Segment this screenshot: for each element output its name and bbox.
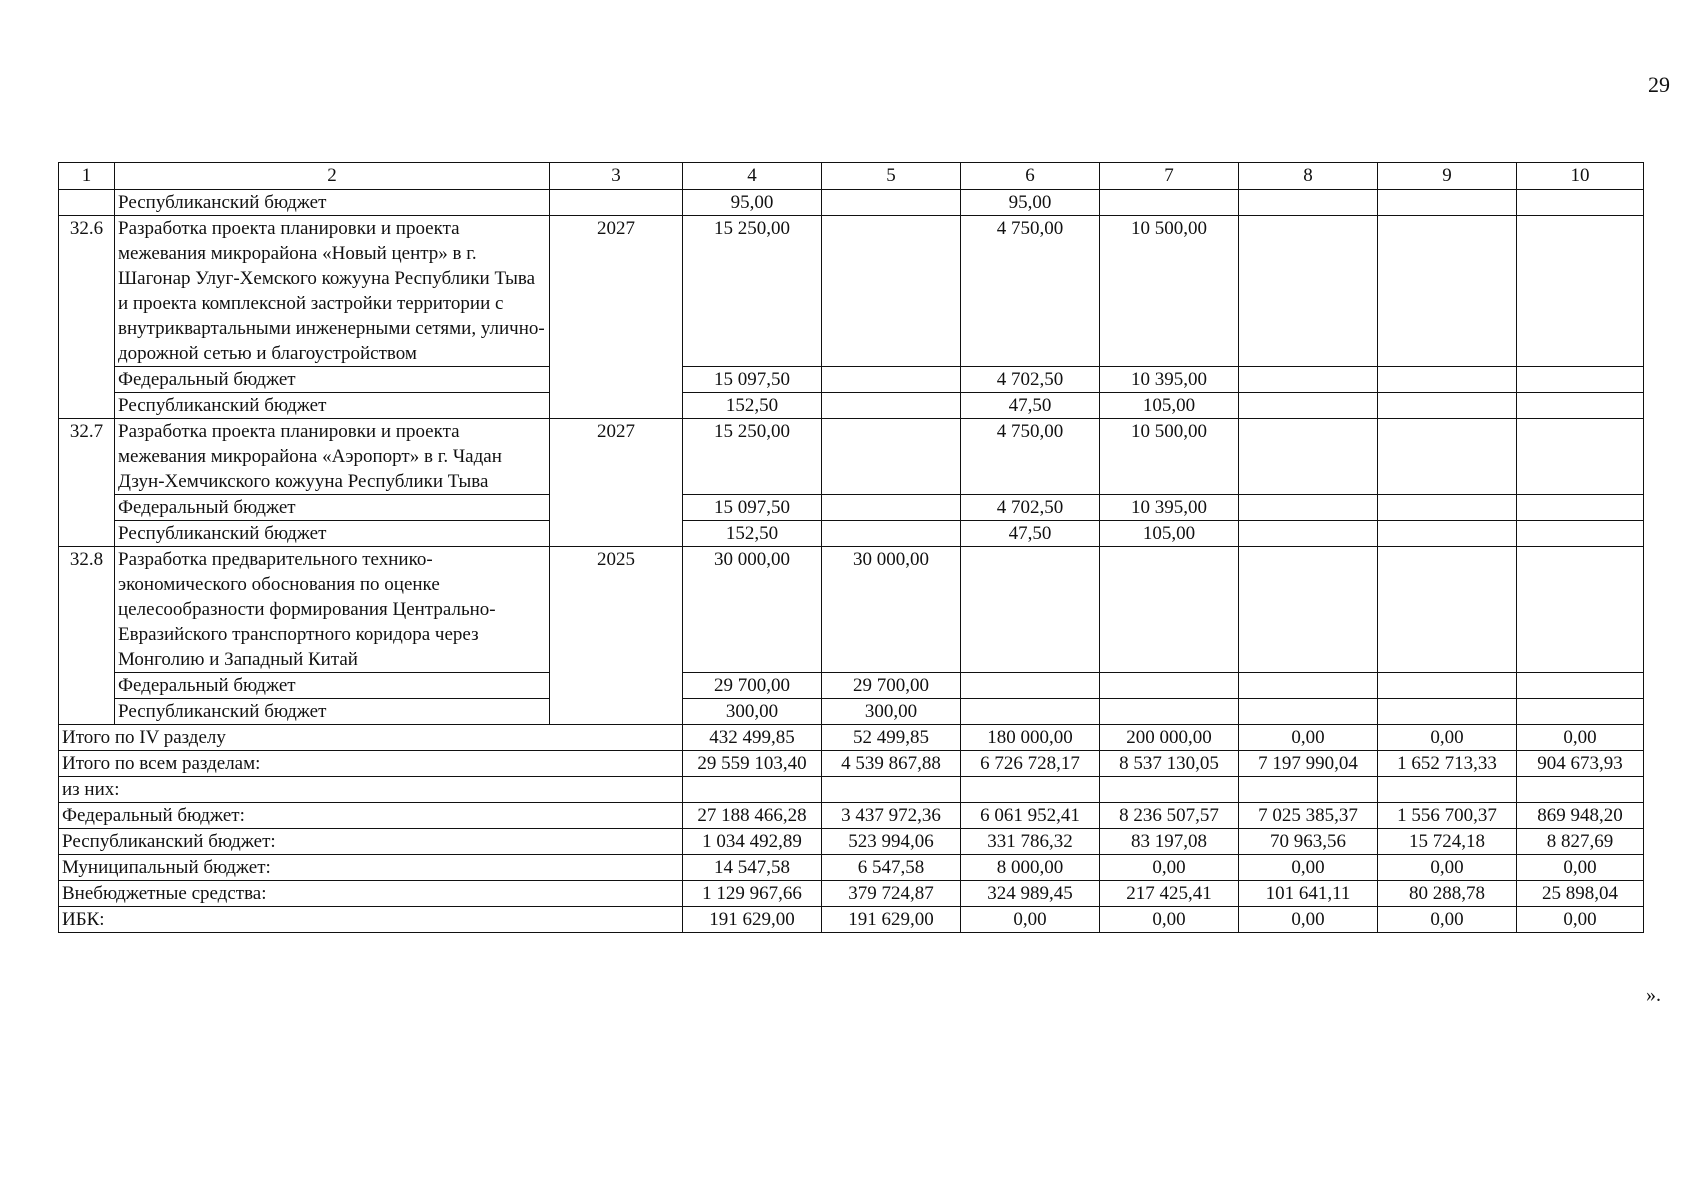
project-description: Разработка проекта планировки и проекта межевания микрорайона «Новый центр» в г. Шагонар Улуг-Хемского кожууна Республики Тыва и проекта комплексной застройки территории с внутриквартальными инженерными сетями, улично-дорожной сетью и благоустройством <box>115 216 550 367</box>
value-cell: 1 556 700,37 <box>1378 803 1517 829</box>
value-cell <box>1239 673 1378 699</box>
value-cell <box>1378 699 1517 725</box>
value-cell <box>1517 367 1644 393</box>
value-cell: 0,00 <box>1100 907 1239 933</box>
value-cell <box>1378 777 1517 803</box>
federal-budget-row <box>59 673 1644 699</box>
total-row <box>59 751 1644 777</box>
value-cell <box>1517 699 1644 725</box>
federal-budget-row <box>59 495 1644 521</box>
total-label: Итого по IV разделу <box>59 725 683 751</box>
value-cell: 15 250,00 <box>683 419 822 495</box>
value-cell: 180 000,00 <box>961 725 1100 751</box>
value-cell: 1 034 492,89 <box>683 829 822 855</box>
total-row <box>59 803 1644 829</box>
value-cell: 95,00 <box>683 190 822 216</box>
project-description: Разработка предварительного технико-экономического обоснования по оценке целесообразности формирования Центрально-Евразийского транспортного коридора через Монголию и Западный Китай <box>115 547 550 673</box>
value-cell: 10 500,00 <box>1100 216 1239 367</box>
total-row <box>59 907 1644 933</box>
value-cell: 331 786,32 <box>961 829 1100 855</box>
value-cell: 0,00 <box>1239 855 1378 881</box>
value-cell: 101 641,11 <box>1239 881 1378 907</box>
value-cell: 10 500,00 <box>1100 419 1239 495</box>
column-number: 8 <box>1239 163 1378 190</box>
value-cell: 8 000,00 <box>961 855 1100 881</box>
republican-budget-row <box>59 699 1644 725</box>
value-cell: 0,00 <box>1378 725 1517 751</box>
project-year: 2027 <box>550 419 683 547</box>
project-number: 32.7 <box>59 419 115 547</box>
value-cell: 432 499,85 <box>683 725 822 751</box>
value-cell: 1 129 967,66 <box>683 881 822 907</box>
value-cell <box>961 673 1100 699</box>
value-cell <box>961 547 1100 673</box>
project-row <box>59 547 1644 673</box>
row-number-cell <box>59 190 115 216</box>
value-cell: 0,00 <box>1517 725 1644 751</box>
value-cell: 27 188 466,28 <box>683 803 822 829</box>
value-cell: 15 097,50 <box>683 495 822 521</box>
federal-budget-row <box>59 367 1644 393</box>
value-cell: 29 700,00 <box>683 673 822 699</box>
value-cell <box>1517 393 1644 419</box>
value-cell: 8 537 130,05 <box>1100 751 1239 777</box>
value-cell <box>1239 393 1378 419</box>
value-cell: 4 702,50 <box>961 367 1100 393</box>
value-cell: 152,50 <box>683 393 822 419</box>
total-label: ИБК: <box>59 907 683 933</box>
value-cell <box>822 190 961 216</box>
value-cell: 0,00 <box>961 907 1100 933</box>
value-cell <box>822 521 961 547</box>
value-cell: 200 000,00 <box>1100 725 1239 751</box>
value-cell: 379 724,87 <box>822 881 961 907</box>
value-cell <box>683 777 822 803</box>
value-cell <box>1517 521 1644 547</box>
column-number: 7 <box>1100 163 1239 190</box>
value-cell <box>1100 673 1239 699</box>
value-cell: 4 750,00 <box>961 216 1100 367</box>
value-cell <box>822 419 961 495</box>
value-cell <box>822 495 961 521</box>
column-number: 9 <box>1378 163 1517 190</box>
total-label: из них: <box>59 777 683 803</box>
value-cell: 4 750,00 <box>961 419 1100 495</box>
value-cell: 15 724,18 <box>1378 829 1517 855</box>
project-description: Разработка проекта планировки и проекта межевания микрорайона «Аэропорт» в г. Чадан Дзун-Хемчикского кожууна Республики Тыва <box>115 419 550 495</box>
column-number: 1 <box>59 163 115 190</box>
value-cell <box>1378 419 1517 495</box>
column-number: 4 <box>683 163 822 190</box>
value-cell <box>1378 190 1517 216</box>
value-cell: 25 898,04 <box>1517 881 1644 907</box>
value-cell: 3 437 972,36 <box>822 803 961 829</box>
value-cell: 1 652 713,33 <box>1378 751 1517 777</box>
value-cell: 8 236 507,57 <box>1100 803 1239 829</box>
value-cell: 105,00 <box>1100 521 1239 547</box>
row-label: Республиканский бюджет <box>115 521 550 547</box>
project-year: 2027 <box>550 216 683 419</box>
value-cell <box>1239 216 1378 367</box>
value-cell: 10 395,00 <box>1100 495 1239 521</box>
budget-table <box>58 162 1644 933</box>
value-cell: 105,00 <box>1100 393 1239 419</box>
value-cell: 15 250,00 <box>683 216 822 367</box>
value-cell: 30 000,00 <box>683 547 822 673</box>
value-cell: 904 673,93 <box>1517 751 1644 777</box>
value-cell <box>1239 547 1378 673</box>
value-cell: 6 726 728,17 <box>961 751 1100 777</box>
total-row <box>59 777 1644 803</box>
value-cell <box>1100 699 1239 725</box>
project-number: 32.8 <box>59 547 115 725</box>
project-row <box>59 419 1644 495</box>
carryover-republican-row <box>59 190 1644 216</box>
row-label: Федеральный бюджет <box>115 673 550 699</box>
value-cell <box>1378 367 1517 393</box>
project-year: 2025 <box>550 547 683 725</box>
column-number: 10 <box>1517 163 1644 190</box>
value-cell: 95,00 <box>961 190 1100 216</box>
value-cell <box>1517 190 1644 216</box>
value-cell: 14 547,58 <box>683 855 822 881</box>
value-cell: 7 197 990,04 <box>1239 751 1378 777</box>
project-number: 32.6 <box>59 216 115 419</box>
value-cell <box>1378 547 1517 673</box>
value-cell: 8 827,69 <box>1517 829 1644 855</box>
value-cell: 152,50 <box>683 521 822 547</box>
value-cell: 0,00 <box>1100 855 1239 881</box>
total-row <box>59 881 1644 907</box>
value-cell: 29 700,00 <box>822 673 961 699</box>
value-cell <box>961 777 1100 803</box>
value-cell <box>1239 495 1378 521</box>
republican-budget-row <box>59 521 1644 547</box>
total-label: Муниципальный бюджет: <box>59 855 683 881</box>
value-cell: 30 000,00 <box>822 547 961 673</box>
value-cell <box>1239 367 1378 393</box>
column-number: 6 <box>961 163 1100 190</box>
value-cell <box>1378 521 1517 547</box>
republican-budget-row <box>59 393 1644 419</box>
value-cell: 47,50 <box>961 521 1100 547</box>
value-cell: 300,00 <box>822 699 961 725</box>
value-cell: 324 989,45 <box>961 881 1100 907</box>
column-number: 2 <box>115 163 550 190</box>
value-cell <box>822 393 961 419</box>
value-cell: 80 288,78 <box>1378 881 1517 907</box>
value-cell <box>1239 190 1378 216</box>
total-label: Итого по всем разделам: <box>59 751 683 777</box>
total-label: Внебюджетные средства: <box>59 881 683 907</box>
value-cell: 191 629,00 <box>683 907 822 933</box>
row-label: Республиканский бюджет <box>115 699 550 725</box>
total-label: Республиканский бюджет: <box>59 829 683 855</box>
row-label: Республиканский бюджет <box>115 190 550 216</box>
total-row <box>59 855 1644 881</box>
page-number: 29 <box>1648 72 1670 97</box>
value-cell <box>1517 547 1644 673</box>
value-cell <box>961 699 1100 725</box>
value-cell <box>1100 190 1239 216</box>
closing-quote-mark: ». <box>1646 984 1661 1006</box>
value-cell: 0,00 <box>1239 725 1378 751</box>
value-cell: 0,00 <box>1378 855 1517 881</box>
value-cell <box>1100 547 1239 673</box>
row-label: Федеральный бюджет <box>115 495 550 521</box>
value-cell <box>1239 699 1378 725</box>
value-cell: 52 499,85 <box>822 725 961 751</box>
value-cell <box>1100 777 1239 803</box>
row-label: Федеральный бюджет <box>115 367 550 393</box>
year-cell <box>550 190 683 216</box>
project-row <box>59 216 1644 367</box>
value-cell: 83 197,08 <box>1100 829 1239 855</box>
value-cell <box>1378 393 1517 419</box>
value-cell: 191 629,00 <box>822 907 961 933</box>
value-cell <box>1378 495 1517 521</box>
column-number-row <box>59 163 1644 190</box>
value-cell <box>1239 419 1378 495</box>
value-cell: 6 547,58 <box>822 855 961 881</box>
value-cell <box>1517 673 1644 699</box>
value-cell: 300,00 <box>683 699 822 725</box>
value-cell: 523 994,06 <box>822 829 961 855</box>
value-cell <box>1239 777 1378 803</box>
value-cell: 0,00 <box>1517 855 1644 881</box>
value-cell <box>822 216 961 367</box>
value-cell: 7 025 385,37 <box>1239 803 1378 829</box>
value-cell <box>1517 495 1644 521</box>
row-label: Республиканский бюджет <box>115 393 550 419</box>
value-cell: 70 963,56 <box>1239 829 1378 855</box>
value-cell: 29 559 103,40 <box>683 751 822 777</box>
value-cell <box>1378 216 1517 367</box>
value-cell: 10 395,00 <box>1100 367 1239 393</box>
value-cell: 4 539 867,88 <box>822 751 961 777</box>
value-cell: 6 061 952,41 <box>961 803 1100 829</box>
value-cell: 869 948,20 <box>1517 803 1644 829</box>
value-cell: 47,50 <box>961 393 1100 419</box>
value-cell: 0,00 <box>1378 907 1517 933</box>
value-cell: 4 702,50 <box>961 495 1100 521</box>
total-row <box>59 829 1644 855</box>
value-cell <box>1239 521 1378 547</box>
total-row <box>59 725 1644 751</box>
column-number: 5 <box>822 163 961 190</box>
value-cell: 15 097,50 <box>683 367 822 393</box>
value-cell: 217 425,41 <box>1100 881 1239 907</box>
value-cell <box>1517 777 1644 803</box>
total-label: Федеральный бюджет: <box>59 803 683 829</box>
value-cell <box>822 777 961 803</box>
column-number: 3 <box>550 163 683 190</box>
value-cell <box>822 367 961 393</box>
value-cell <box>1378 673 1517 699</box>
value-cell: 0,00 <box>1517 907 1644 933</box>
value-cell: 0,00 <box>1239 907 1378 933</box>
value-cell <box>1517 419 1644 495</box>
value-cell <box>1517 216 1644 367</box>
